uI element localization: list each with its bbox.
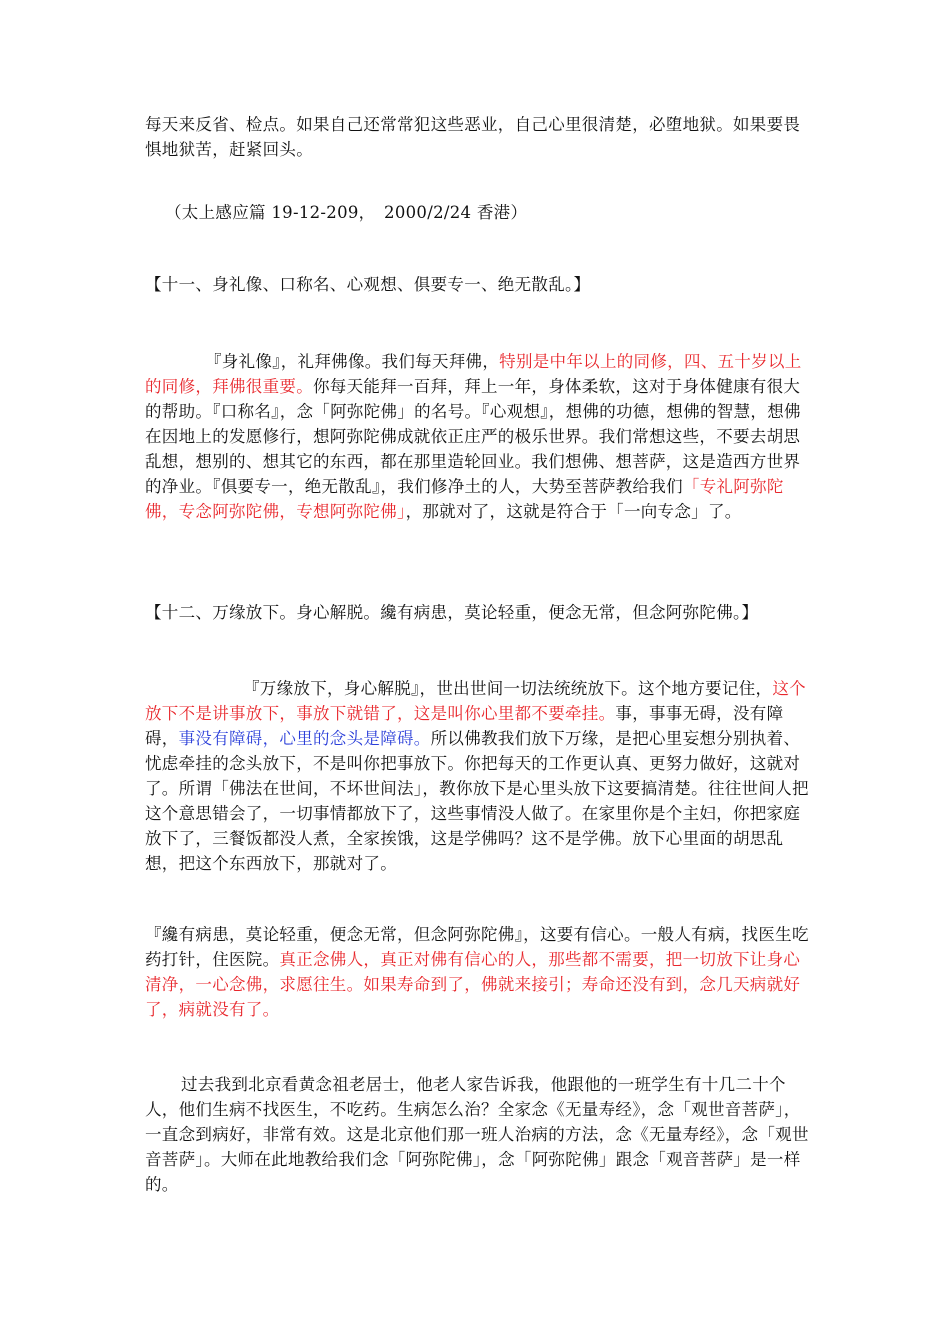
section-12-text-a: 『万缘放下，身心解脱』，世出世间一切法统统放下。这个地方要记住，: [243, 679, 773, 698]
section-12-paragraph-1: [145, 676, 815, 876]
section-11-heading: [145, 272, 815, 297]
section-12-p2-text: 『纔有病患，莫论轻重，便念无常，但念阿弥陀佛』，这要有信心。一般人有病，找医生吃药打针，住医院。: [145, 925, 809, 969]
section-12-paragraph-3: [145, 1072, 815, 1197]
section-12-highlight-red: 这个放下不是讲事放下，事放下就错了，这是叫你心里都不要牵挂。: [145, 679, 806, 723]
section-11-paragraph: [145, 349, 815, 524]
section-11-text-c: ，那就对了，这就是符合于「一向专念」了。: [405, 502, 742, 521]
section-11-highlight-red-1: 特别是中年以上的同修，四、五十岁以上的同修，拜佛很重要。: [145, 352, 802, 396]
intro-paragraph: [145, 112, 815, 162]
section-11-highlight-red-2: 「专礼阿弥陀佛，专念阿弥陀佛，专想阿弥陀佛」: [145, 477, 784, 521]
section-11-text-b: 你每天能拜一百拜，拜上一年，身体柔软，这对于身体健康有很大的帮助。『口称名』，念「阿弥陀佛」的名号。『心观想』，想佛的功德，想佛的智慧，想佛在因地上的发愿修行，想阿弥陀佛成就依正庄严的极乐世界。我们常想这些，不要去胡思乱想，想别的、想其它的东西，都在那里造轮回业。我们想佛、想菩萨，这是造西方世界的净业。『俱要专一，绝无散乱』，我们修净土的人，大势至菩萨教给我们: [145, 377, 801, 496]
section-11-text-a: 『身礼像』，礼拜佛像。我们每天拜佛，: [205, 352, 500, 371]
section-12-p2-highlight-red: 真正念佛人，真正对佛有信心的人，那些都不需要，把一切放下让身心清净，一心念佛，求愿往生。如果寿命到了，佛就来接引；寿命还没有到，念几天病就好了，病就没有了。: [145, 950, 801, 1019]
section-12-heading: [145, 600, 815, 625]
section-11-heading-text: 【十一、身礼像、口称名、心观想、俱要专一、绝无散乱。】: [145, 275, 591, 294]
citation: [165, 200, 835, 225]
section-12-highlight-blue: 事没有障碍，心里的念头是障碍。: [178, 729, 431, 748]
section-12-paragraph-2: [145, 922, 815, 1022]
section-12-text-c: 所以佛教我们放下万缘，是把心里妄想分别执着、忧虑牵挂的念头放下，不是叫你把事放下。你把每天的工作更认真、更努力做好，这就对了。所谓「佛法在世间，不坏世间法」，教你放下是心里头放下这要搞清楚。往往世间人把这个意思错会了，一切事情都放下了，这些事情没人做了。在家里你是个主妇，你把家庭放下了，三餐饭都没人煮，全家挨饿，这是学佛吗？这不是学佛。放下心里面的胡思乱想，把这个东西放下，那就对了。: [145, 729, 809, 873]
section-12-heading-text: 【十二、万缘放下。身心解脱。纔有病患，莫论轻重，便念无常，但念阿弥陀佛。】: [145, 603, 759, 622]
section-12-text-b: 事，事事无碍，没有障碍，: [145, 704, 784, 748]
citation-text: （太上感应篇 19-12-209， 2000/2/24 香港）: [165, 203, 528, 222]
intro-text: 每天来反省、检点。如果自己还常常犯这些恶业，自己心里很清楚，必堕地狱。如果要畏惧地狱苦，赶紧回头。: [145, 115, 801, 159]
section-12-p3-text: 过去我到北京看黄念祖老居士，他老人家告诉我，他跟他的一班学生有十几二十个人，他们生病不找医生，不吃药。生病怎么治？全家念《无量寿经》，念「观世音菩萨」，一直念到病好，非常有效。这是北京他们那一班人治病的方法，念《无量寿经》，念「观世音菩萨」。大师在此地教给我们念「阿弥陀佛」，念「阿弥陀佛」跟念「观音菩萨」是一样的。: [145, 1075, 809, 1194]
